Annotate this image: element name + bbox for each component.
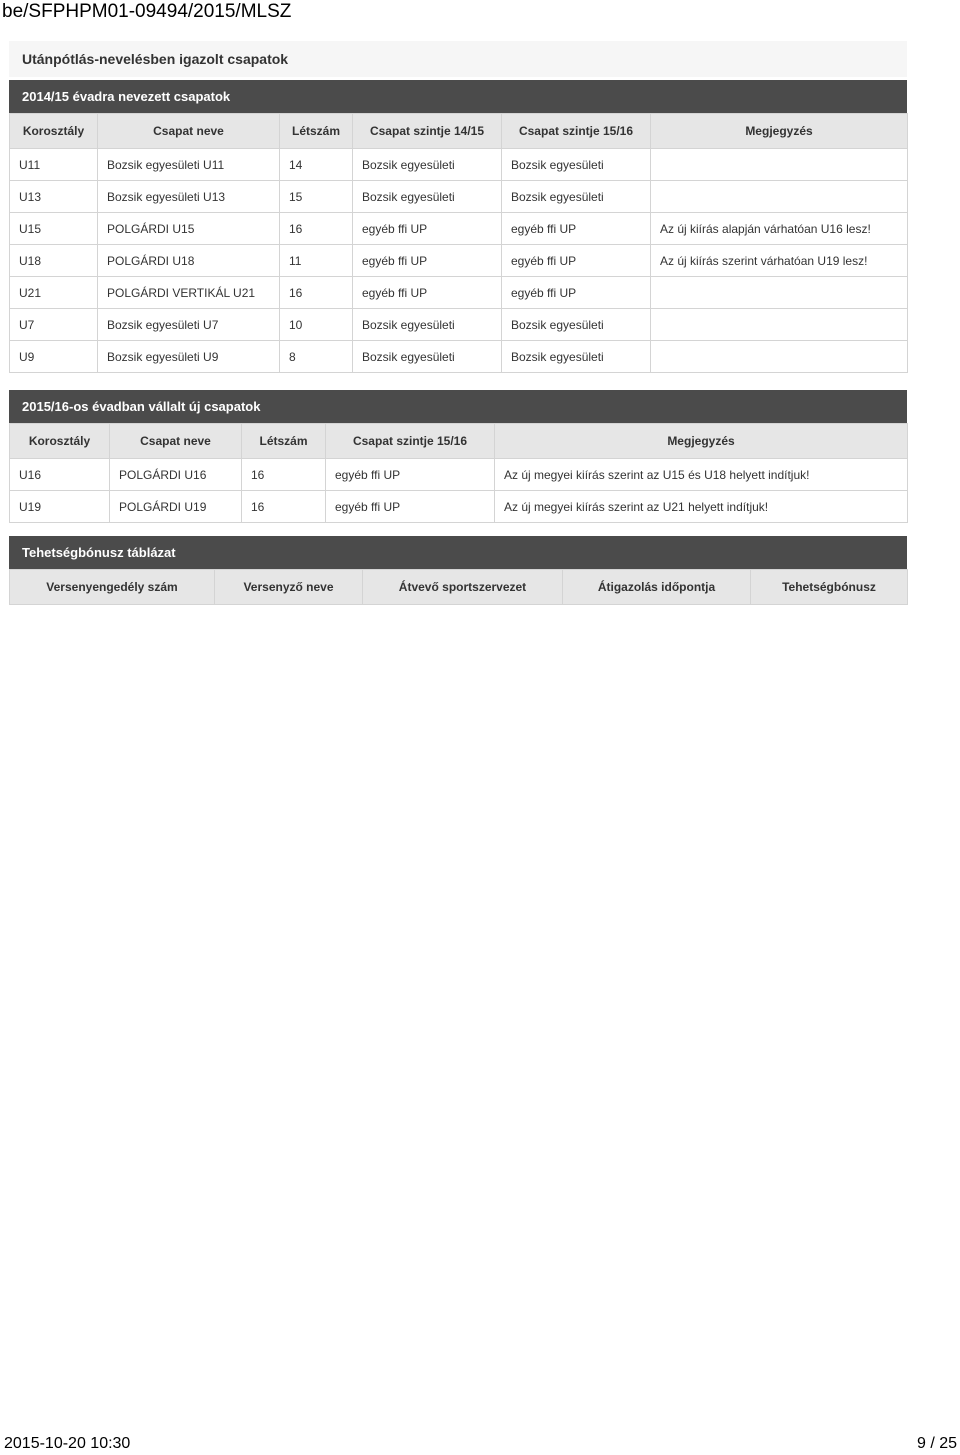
page-number: 9 / 25	[916, 1435, 957, 1452]
talent-bonus-block	[9, 536, 907, 605]
table-cell: 10	[280, 309, 353, 341]
table-header-row	[10, 114, 908, 149]
column-header: Korosztály	[10, 424, 110, 459]
table-cell: 16	[280, 213, 353, 245]
column-header: Versenyengedély szám	[10, 570, 215, 605]
table-cell: Bozsik egyesületi U9	[98, 341, 280, 373]
table-cell: egyéb ffi UP	[502, 213, 651, 245]
table-row	[10, 459, 908, 491]
footer-date: 2015-10-20 10:30	[4, 1435, 131, 1452]
table-cell: Az új kiírás alapján várhatóan U16 lesz!	[651, 213, 908, 245]
table-cell: egyéb ffi UP	[353, 277, 502, 309]
table-cell: Bozsik egyesületi U7	[98, 309, 280, 341]
table-cell: Bozsik egyesületi	[353, 181, 502, 213]
table-cell: 15	[280, 181, 353, 213]
table-cell: U15	[10, 213, 98, 245]
table-cell: Bozsik egyesületi U11	[98, 149, 280, 181]
table-row	[10, 491, 908, 523]
table-row	[10, 245, 908, 277]
table-cell: U19	[10, 491, 110, 523]
table-cell: Bozsik egyesületi U13	[98, 181, 280, 213]
column-header: Csapat szintje 14/15	[353, 114, 502, 149]
column-header: Csapat szintje 15/16	[326, 424, 495, 459]
column-header: Csapat neve	[110, 424, 242, 459]
table-cell: 16	[280, 277, 353, 309]
table-cell: POLGÁRDI VERTIKÁL U21	[98, 277, 280, 309]
table-cell: U7	[10, 309, 98, 341]
table-cell: Az új kiírás szerint várhatóan U19 lesz!	[651, 245, 908, 277]
talent-bonus-table	[9, 569, 908, 605]
table-cell: U9	[10, 341, 98, 373]
column-header: Versenyző neve	[215, 570, 363, 605]
table-cell: Bozsik egyesületi	[353, 341, 502, 373]
table-row	[10, 181, 908, 213]
table-cell: 8	[280, 341, 353, 373]
table-row	[10, 309, 908, 341]
table-cell: U11	[10, 149, 98, 181]
table-cell	[651, 309, 908, 341]
table-cell: 16	[242, 459, 326, 491]
table-cell: egyéb ffi UP	[502, 277, 651, 309]
column-header: Létszám	[242, 424, 326, 459]
document-id: be/SFPHPM01-09494/2015/MLSZ	[2, 1, 292, 22]
table-cell	[651, 341, 908, 373]
column-header: Csapat neve	[98, 114, 280, 149]
new-teams-2015-16-title: 2015/16-os évadban vállalt új csapatok	[9, 390, 907, 423]
new-teams-2015-16-block	[9, 390, 907, 523]
table-cell: U21	[10, 277, 98, 309]
table-cell: Az új megyei kiírás szerint az U15 és U18 helyett indítjuk!	[495, 459, 908, 491]
column-header: Átigazolás időpontja	[563, 570, 751, 605]
table-cell: egyéb ffi UP	[326, 459, 495, 491]
table-cell: Bozsik egyesületi	[502, 149, 651, 181]
table-cell: Bozsik egyesületi	[502, 309, 651, 341]
column-header: Megjegyzés	[495, 424, 908, 459]
table-cell: 16	[242, 491, 326, 523]
section-title: Utánpótlás-nevelésben igazolt csapatok	[9, 41, 907, 77]
table-row	[10, 213, 908, 245]
table-header-row	[10, 570, 908, 605]
table-cell: Bozsik egyesületi	[502, 341, 651, 373]
table-header-row	[10, 424, 908, 459]
column-header: Korosztály	[10, 114, 98, 149]
table-row	[10, 149, 908, 181]
teams-2014-15-block	[9, 80, 907, 373]
table-row	[10, 341, 908, 373]
table-cell: POLGÁRDI U18	[98, 245, 280, 277]
table-cell: POLGÁRDI U19	[110, 491, 242, 523]
table-row	[10, 277, 908, 309]
table-cell: Bozsik egyesületi	[353, 309, 502, 341]
column-header: Tehetségbónusz	[751, 570, 908, 605]
table-cell	[651, 277, 908, 309]
column-header: Megjegyzés	[651, 114, 908, 149]
table-cell: 14	[280, 149, 353, 181]
table-cell: U13	[10, 181, 98, 213]
table-cell: egyéb ffi UP	[502, 245, 651, 277]
column-header: Csapat szintje 15/16	[502, 114, 651, 149]
table-cell: U16	[10, 459, 110, 491]
table-cell: Bozsik egyesületi	[502, 181, 651, 213]
table-cell: egyéb ffi UP	[326, 491, 495, 523]
column-header: Átvevő sportszervezet	[363, 570, 563, 605]
table-cell	[651, 149, 908, 181]
table-cell: POLGÁRDI U15	[98, 213, 280, 245]
talent-bonus-title: Tehetségbónusz táblázat	[9, 536, 907, 569]
table-cell: egyéb ffi UP	[353, 245, 502, 277]
table-cell: egyéb ffi UP	[353, 213, 502, 245]
column-header: Létszám	[280, 114, 353, 149]
table-cell: Bozsik egyesületi	[353, 149, 502, 181]
table-cell: 11	[280, 245, 353, 277]
new-teams-2015-16-table	[9, 423, 908, 523]
table-cell: POLGÁRDI U16	[110, 459, 242, 491]
table-cell: U18	[10, 245, 98, 277]
teams-2014-15-title: 2014/15 évadra nevezett csapatok	[9, 80, 907, 113]
teams-2014-15-table	[9, 113, 908, 373]
table-cell	[651, 181, 908, 213]
table-cell: Az új megyei kiírás szerint az U21 helyett indítjuk!	[495, 491, 908, 523]
